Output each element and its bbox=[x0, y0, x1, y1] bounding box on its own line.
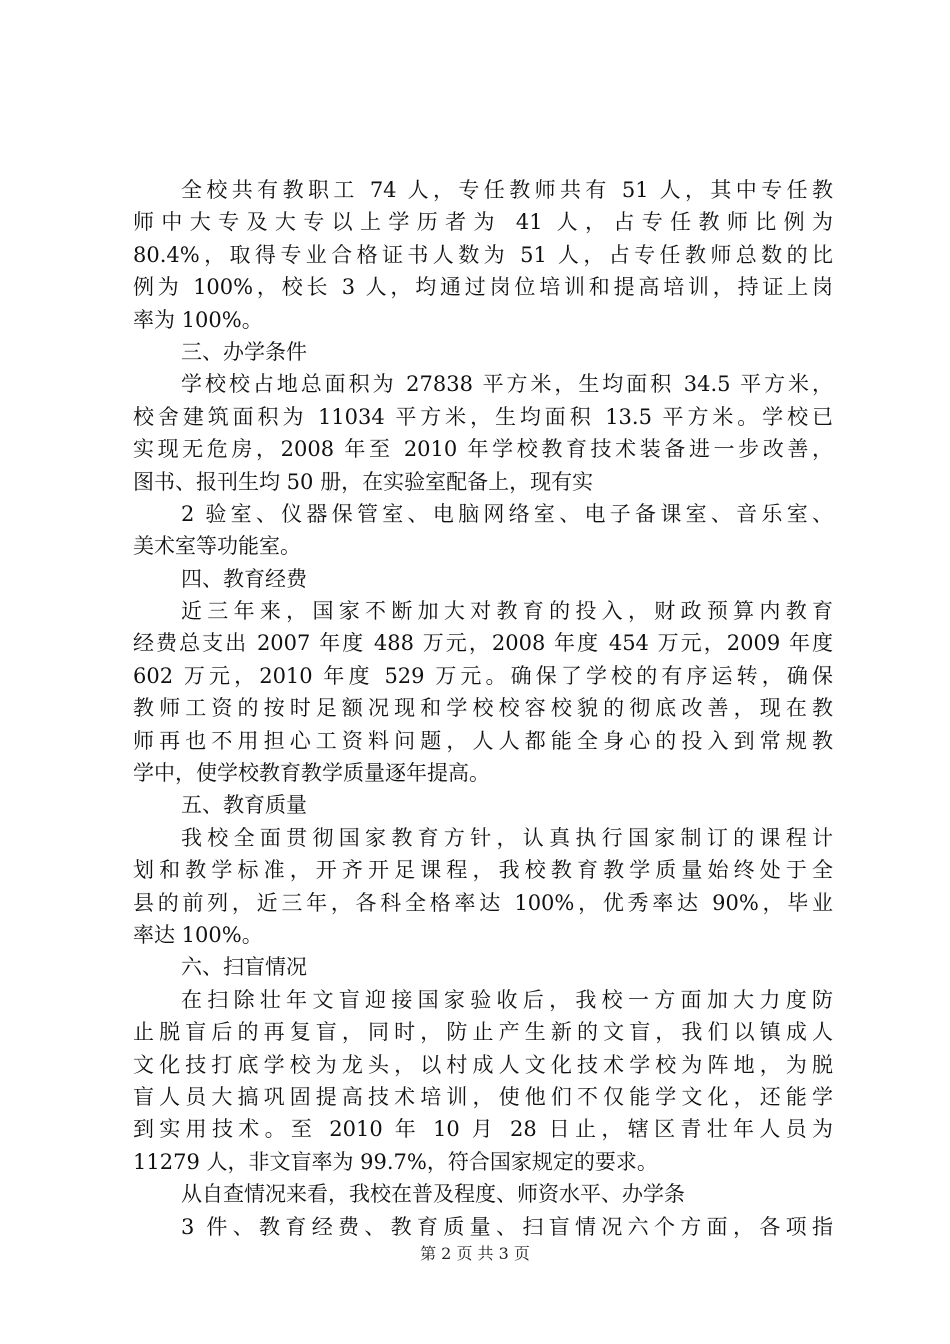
body-line: 学校校占地总面积为 27838 平方米，生均面积 34.5 平方米， bbox=[181, 372, 833, 397]
body-line: 602 万元，2010 年度 529 万元。确保了学校的有序运转，确保 bbox=[133, 663, 833, 688]
body-line: 师再也不用担心工资料问题，人人都能全身心的投入到常规教 bbox=[133, 728, 833, 753]
body-line: 率为 100%。 bbox=[133, 307, 263, 332]
body-line: 县的前列，近三年，各科全格率达 100%，优秀率达 90%，毕业 bbox=[133, 890, 833, 915]
body-line: 近三年来，国家不断加大对教育的投入，财政预算内教育 bbox=[181, 599, 833, 624]
body-line: 教师工资的按时足额况现和学校校容校貌的彻底改善，现在教 bbox=[133, 696, 833, 721]
body-line: 到实用技术。至 2010 年 10 月 28 日止，辖区青壮年人员为 bbox=[133, 1117, 833, 1142]
body-line: 师中大专及大专以上学历者为 41 人，占专任教师比例为 bbox=[133, 210, 833, 235]
body-line: 从自查情况来看，我校在普及程度、师资水平、办学条 bbox=[181, 1182, 685, 1207]
page-footer bbox=[0, 1244, 950, 1264]
body-line: 在扫除壮年文盲迎接国家验收后，我校一方面加大力度防 bbox=[181, 987, 833, 1012]
body-line: 3 件、教育经费、教育质量、扫盲情况六个方面，各项指 bbox=[181, 1214, 833, 1239]
body-line: 划和教学标准，开齐开足课程，我校教育教学质量始终处于全 bbox=[133, 858, 833, 883]
body-line: 率达 100%。 bbox=[133, 922, 263, 947]
body-line: 全校共有教职工 74 人，专任教师共有 51 人，其中专任教 bbox=[181, 178, 833, 202]
body-line: 美术室等功能室。 bbox=[133, 534, 301, 559]
body-line: 文化技打底学校为龙头，以村成人文化技术学校为阵地，为脱 bbox=[133, 1052, 833, 1077]
body-line: 我校全面贯彻国家教育方针，认真执行国家制订的课程计 bbox=[181, 825, 833, 850]
body-line: 80.4%，取得专业合格证书人数为 51 人，占专任教师总数的比 bbox=[133, 242, 833, 267]
body-line: 2 验室、仪器保管室、电脑网络室、电子备课室、音乐室、 bbox=[181, 501, 833, 526]
body-line: 11279 人，非文盲率为 99.7%，符合国家规定的要求。 bbox=[133, 1149, 658, 1174]
body-line: 校舍建筑面积为 11034 平方米，生均面积 13.5 平方米。学校已 bbox=[133, 404, 833, 429]
section-heading: 四、教育经费 bbox=[181, 566, 307, 591]
section-heading: 五、教育质量 bbox=[181, 793, 307, 818]
page-number-label: 第 2 页 共 3 页 bbox=[420, 1244, 530, 1263]
section-heading: 六、扫盲情况 bbox=[181, 955, 307, 980]
section-heading: 三、办学条件 bbox=[181, 339, 307, 364]
body-line: 经费总支出 2007 年度 488 万元，2008 年度 454 万元，2009 年度 bbox=[133, 631, 833, 656]
body-line: 例为 100%，校长 3 人，均通过岗位培训和提高培训，持证上岗 bbox=[133, 275, 833, 300]
document-body bbox=[133, 174, 833, 1243]
body-line: 盲人员大搞巩固提高技术培训，使他们不仅能学文化，还能学 bbox=[133, 1084, 833, 1109]
body-line: 学中，使学校教育教学质量逐年提高。 bbox=[133, 761, 490, 786]
body-line: 止脱盲后的再复盲，同时，防止产生新的文盲，我们以镇成人 bbox=[133, 1020, 833, 1045]
body-line: 图书、报刊生均 50 册，在实验室配备上，现有实 bbox=[133, 469, 594, 494]
body-line: 实现无危房，2008 年至 2010 年学校教育技术装备进一步改善， bbox=[133, 437, 833, 462]
